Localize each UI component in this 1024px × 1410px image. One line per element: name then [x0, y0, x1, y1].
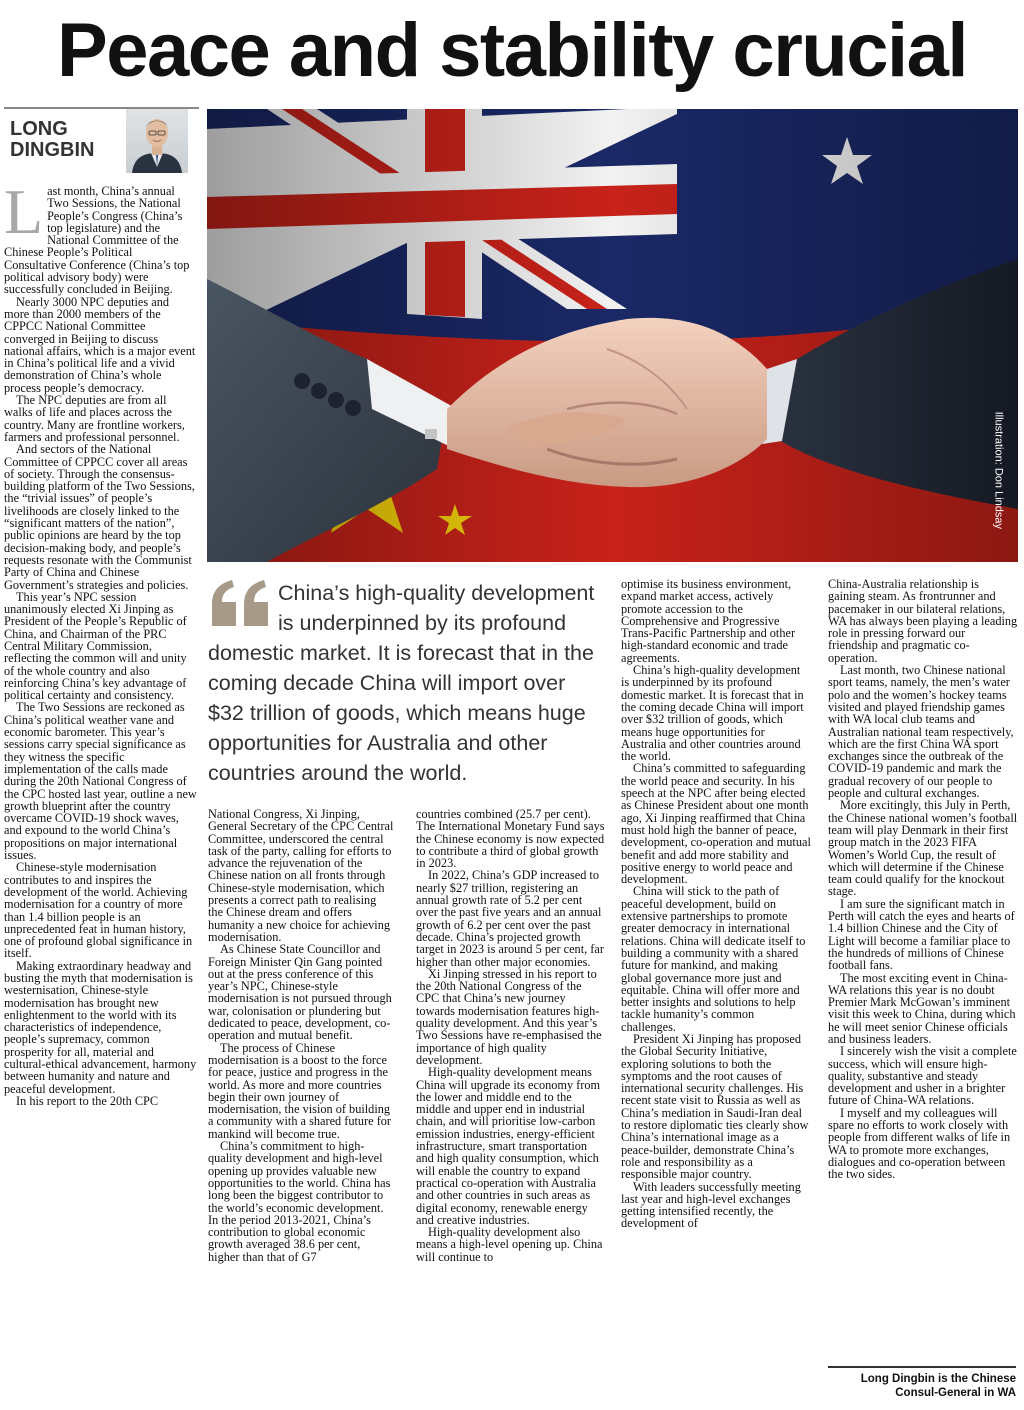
author-name-line1: LONG: [10, 118, 68, 140]
paragraph: More excitingly, this July in Perth, the Chinese national women’s football team will play Denmark in their first group match in the 2023 FIFA Women’s World Cup, the result of which will determine if the Chinese team could qualify for the knockout stage.: [828, 798, 1018, 899]
paragraph: ast month, China’s annual Two Sessions, the National People’s Congress (China’s top legislature) and the National Committee of the Chinese People’s Political Consultative Conference (China’s top political advisory body) were successfully concluded in Beijing.: [4, 184, 190, 297]
paragraph: President Xi Jinping has proposed the Global Security Initiative, exploring solutions to both the symptoms and the root causes of international security challenges. His recent state visit to Russia as well as China’s mediation in Saudi-Iran deal to restore diplomatic ties clearly show China’s international image as a peace-builder, demonstrate China’s role and responsibility as a responsible major country.: [621, 1031, 809, 1182]
paragraph: I sincerely wish the visit a complete success, which will ensure high-quality, substantive and steady development and usher in a brighter future of China-WA relations.: [828, 1044, 1017, 1108]
article-column-4: [621, 578, 811, 1230]
image-credit: Illustration: Don Lindsay: [992, 411, 1004, 529]
author-photo: [126, 109, 188, 173]
paragraph: The most exciting event in China-WA relations this year is no doubt Premier Mark McGowan’s imminent visit this week to China, during which he will meet senior Chinese officials and business leaders.: [828, 970, 1016, 1046]
article-column-5: [828, 578, 1018, 1181]
handshake-flags-icon: [207, 109, 1018, 562]
paragraph: In 2022, China’s GDP increased to nearly $27 trillion, registering an annual growth rate of 5.2 per cent over the past five years and an annual growth of 6.2 per cent over the past decade. China’s projected growth target in 2023 is around 5 per cent, far higher than other major economies.: [416, 868, 604, 969]
paragraph: With leaders successfully meeting last year and high-level exchanges getting intensified recently, the development of: [621, 1179, 801, 1231]
paragraph: As Chinese State Councillor and Foreign Minister Qin Gang pointed out at the press conference of this year’s NPC, Chinese-style modernisation is not pursued through war, colonisation or plundering but dedicated to peace, development, co-operation and mutual benefit.: [208, 942, 392, 1043]
paragraph: High-quality development also means a high-level opening up. China will continue to: [416, 1225, 603, 1264]
paragraph: China will stick to the path of peaceful development, build on extensive partnerships to promote greater democracy in international relations. China will dedicate itself to building a community with a shared future for mankind, and making global governance more just and equitable. China will offer more and better insights and solutions to help tackle humanity’s common challenges.: [621, 884, 806, 1034]
paragraph: I am sure the significant match in Perth will catch the eyes and hearts of 1.4 billion Chinese and the City of Light will become a familiar place to the hundreds of millions of Chinese football fans.: [828, 896, 1015, 973]
article-column-2: [208, 808, 394, 1263]
paragraph: High-quality development means China will upgrade its economy from the lower and middle end to the middle and upper end in industrial chain, and will prioritise low-carbon emission industries, energy-efficient infrastructure, smart transportation and high quality consumption, which will enable the country to expand practical co-operation with Australia and other countries in such areas as digital economy, renewable energy and creative industries.: [416, 1065, 601, 1227]
paragraph: China’s high-quality development is underpinned by its profound domestic market. It is forecast that in the coming decade China will import over $32 trillion of goods, which means huge opportunities for Australia and other countries around the world.: [621, 663, 804, 764]
paragraph: Nearly 3000 NPC deputies and more than 2000 members of the CPPCC National Committee converged in Beijing to discuss national affairs, which is a major event in China’s political life and a vivid demonstration of China’s whole process people’s democracy.: [4, 294, 196, 395]
author-portrait-icon: [126, 109, 188, 173]
author-byline: [4, 107, 199, 175]
paragraph: Last month, two Chinese national sport teams, namely, the men’s water polo and the women’s hockey teams visited and played friendship games with WA local club teams and Australian national team respectively, which are the first China WA sport exchanges since the outbreak of the COVID-19 pandemic and mark the gradual recovery of our people to people and cultural exchanges.: [828, 663, 1014, 801]
paragraph: countries combined (25.7 per cent). The International Monetary Fund says the Chinese economy is now expected to contribute a third of global growth in 2023.: [416, 807, 605, 871]
signoff-line2: Consul-General in WA: [895, 1387, 1016, 1399]
dropcap: L: [4, 176, 44, 247]
paragraph: The NPC deputies are from all walks of life and places across the country. Many are frontline workers, farmers and professional personnel.: [4, 393, 185, 444]
paragraph: National Congress, Xi Jinping, General Secretary of the CPC Central Committee, underscored the central task of the party, calling for efforts to advance the rejuvenation of the Chinese nation on all fronts through Chinese-style modernisation, which presents a correct path to realising the Chinese dream and offers humanity a new choice for achieving modernisation.: [208, 807, 394, 944]
paragraph: The process of Chinese modernisation is a boost to the force for peace, justice and progress in the world. As more and more countries begin their own journey of modernisation, the vision of building a community with a shared future for mankind will become true.: [208, 1040, 392, 1141]
paragraph: The Two Sessions are reckoned as China’s political weather vane and economic barometer. This year’s sessions carry special significance as they witness the specific implementation of the calls made during the 20th National Congress of the CPC hosted last year, outline a new growth blueprint after the country overcame COVID-19 shock waves, and expound to the world China’s propositions on major international issues.: [4, 700, 197, 863]
paragraph: Xi Jinping stressed in his report to the 20th National Congress of the CPC that China’s new journey towards modernisation features high-quality development. And this year’s Two Sessions have re-emphasised the importance of high quality development.: [416, 966, 602, 1067]
paragraph: This year’s NPC session unanimously elected Xi Jinping as President of the People’s Republic of China, and Chairman of the PRC Central Military Commission, reflecting the common will and unity of the whole country and also reinforcing China’s key advantage of political certainty and consistency.: [4, 589, 187, 703]
headline: Peace and stability crucial: [57, 8, 967, 93]
pull-quote: [208, 578, 603, 788]
quote-mark-icon: [208, 578, 274, 628]
paragraph: In his report to the 20th CPC: [16, 1093, 159, 1108]
paragraph: China-Australia relationship is gaining steam. As frontrunner and pacemaker in our bilateral relations, WA has always been playing a leading role in pressing forward our friendship and pragmatic co-operation.: [828, 577, 1018, 665]
article-column-3: [416, 808, 606, 1263]
author-name-line2: DINGBIN: [10, 139, 95, 161]
paragraph: And sectors of the National Committee of CPPCC cover all areas of society. Through the consensus-building platform of the Two Sessions, the “trivial issues” of people’s livelihoods are closely linked to the “significant matters of the nation”, public opinions are heard by the top decision-making body, and people’s requests resonate with the Communist Party of China and Chinese Government’s strategies and policies.: [4, 442, 195, 592]
paragraph: China’s committed to safeguarding the world peace and security. In his speech at the NPC after being elected as Chinese President about one month ago, Xi Jinping reaffirmed that China must hold high the banner of peace, development, co-operation and mutual benefit and add more stability and positive energy to world peace and development.: [621, 761, 811, 887]
pull-quote-text: China’s high-quality development is underpinned by its profound domestic market. It is forecast that in the coming decade China will import over $32 trillion of goods, which means huge opportunities for Australia and other countries around the world.: [208, 581, 595, 785]
paragraph: Chinese-style modernisation contributes to and inspires the development of the world. Achieving modernisation for a country of more than 1.4 billion people is an unprecedented feat in human history, one of profound global significance in itself.: [4, 860, 193, 961]
article-column-1: [4, 176, 197, 1108]
author-name: [10, 119, 120, 161]
paragraph: China’s commitment to high-quality development and high-level opening up provides valuable new opportunities to the world. China has long been the biggest contributor to the world’s economic development. In the period 2013-2021, China’s contribution to global economic growth averaged 38.6 per cent, higher than that of G7: [208, 1139, 391, 1264]
paragraph: optimise its business environment, expand market access, actively promote accession to the Comprehensive and Progressive Trans-Pacific Partnership and other high-standard economic and trade agreements.: [621, 577, 796, 665]
paragraph: I myself and my colleagues will spare no efforts to work closely with people from different walks of life in WA to promote more exchanges, dialogues and co-operation between the two sides.: [828, 1105, 1011, 1182]
paragraph: Making extraordinary headway and busting the myth that modernisation is westernisation, Chinese-style modernisation has brought new enlightenment to the world with its characteristics of independence, people’s supremacy, common prosperity for all, material and cultural-ethical advancement, harmony between humanity and nature and peaceful development.: [4, 958, 197, 1096]
handshake-illustration: [207, 109, 1018, 562]
signoff-line1: Long Dingbin is the Chinese: [860, 1373, 1016, 1385]
author-signoff: [828, 1366, 1016, 1400]
